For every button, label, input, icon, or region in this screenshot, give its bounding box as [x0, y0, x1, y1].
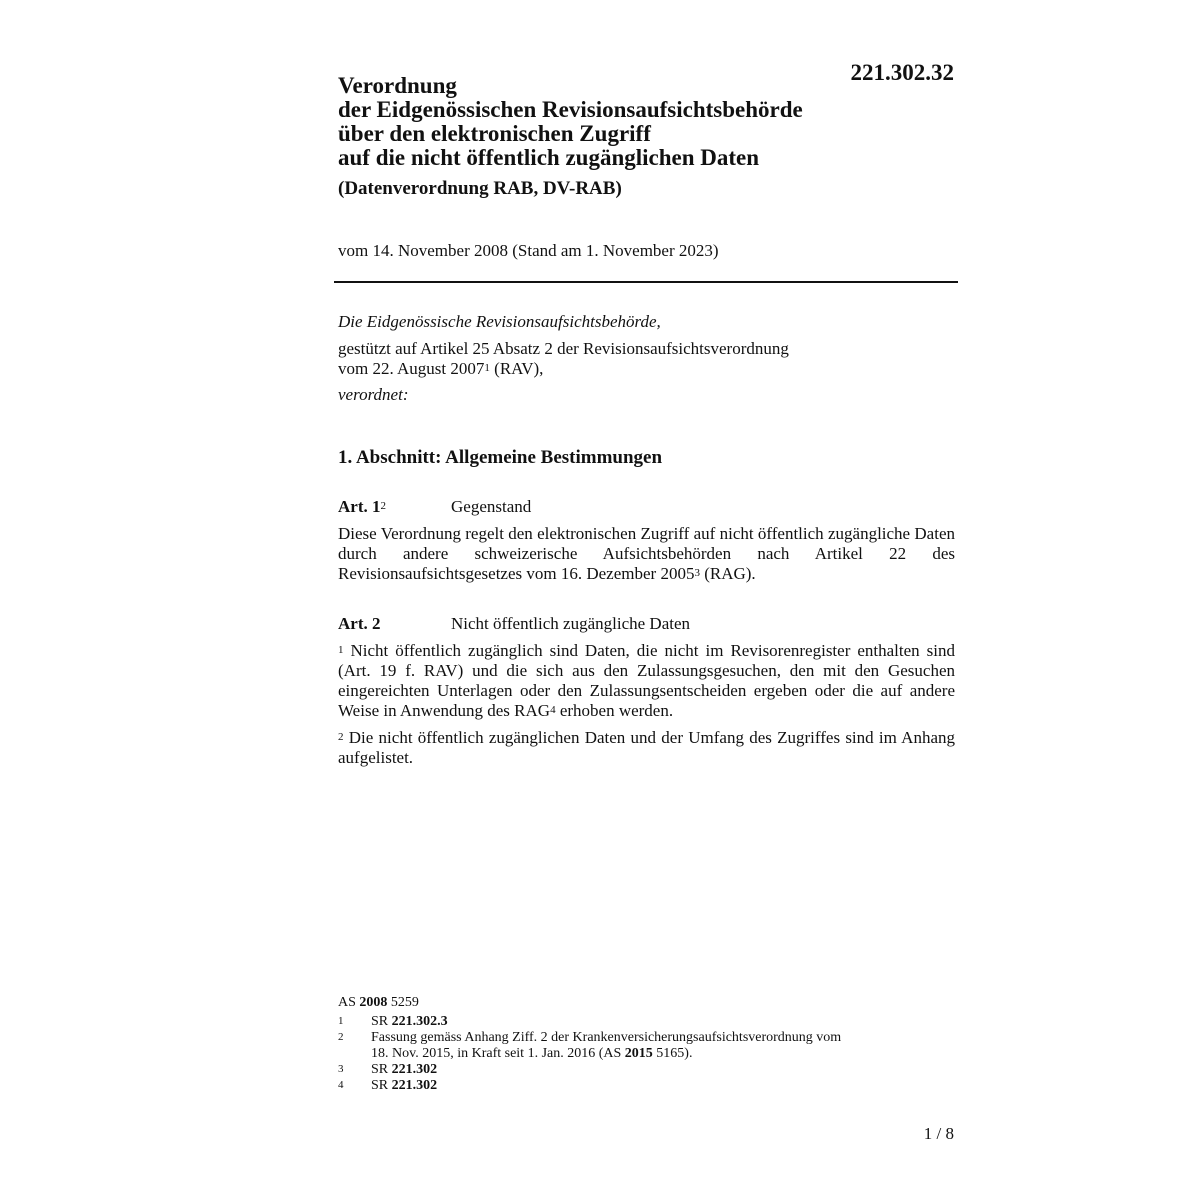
document-date: vom 14. November 2008 (Stand am 1. November 2023) [338, 241, 719, 260]
basis-text: vom 22. August 2007 [338, 359, 485, 378]
footnote-item [338, 1078, 938, 1094]
footnote-line-text: 18. Nov. 2015, in Kraft seit 1. Jan. 2016 (AS [371, 1046, 625, 1061]
footnote-ref-number[interactable]: 221.302 [391, 1062, 438, 1077]
paragraph-text: (RAG). [699, 564, 756, 583]
article-head [338, 614, 955, 634]
footnote-text [371, 1078, 938, 1094]
preamble-basis-line: gestützt auf Artikel 25 Absatz 2 der Revisionsaufsichtsverordnung [338, 339, 789, 358]
paragraph-text: erhoben werden. [555, 701, 674, 720]
as-prefix: AS [338, 995, 360, 1010]
footnote-ref-number[interactable]: 221.302.3 [391, 1014, 448, 1029]
footnote-number: 3 [338, 1063, 344, 1075]
preamble-authority: Die Eidgenössische Revisionsaufsichtsbehörde, [338, 312, 661, 331]
title-line: über den elektronischen Zugriff [338, 121, 651, 146]
article-number: Art. 2 [338, 614, 381, 633]
article-topic: Gegenstand [451, 497, 532, 516]
footnote-line: Fassung gemäss Anhang Ziff. 2 der Krankenversicherungsaufsichtsverordnung vom [371, 1030, 842, 1045]
footnote-text [371, 1030, 938, 1062]
section-heading: 1. Abschnitt: Allgemeine Bestimmungen [338, 447, 663, 468]
article-paragraph [338, 524, 955, 584]
footnote-number: 2 [338, 1031, 344, 1043]
footnote-as-year: 2015 [624, 1046, 653, 1061]
footnote-prefix: SR [371, 1078, 392, 1093]
footnote-ref-number[interactable]: 221.302 [391, 1078, 438, 1093]
as-page: 5259 [387, 995, 419, 1010]
footnote-ref[interactable]: 4 [550, 704, 556, 716]
article-topic: Nicht öffentlich zugängliche Daten [451, 614, 691, 633]
article-1 [338, 497, 955, 591]
page-number: 1 / 8 [923, 1124, 954, 1143]
document-title [338, 74, 958, 170]
document-subtitle: (Datenverordnung RAB, DV-RAB) [338, 178, 622, 199]
horizontal-rule [334, 281, 958, 283]
footnote-prefix: SR [371, 1062, 392, 1077]
preamble [338, 312, 958, 405]
footnote-item [338, 1014, 938, 1030]
title-line: Verordnung [338, 73, 457, 98]
paragraph-text: Diese Verordnung regelt den elektronischen Zugriff auf nicht öffentlich zugängliche Daten durch andere schweizerische Aufsichtsbehörden nach Artikel 22 des Revisionsaufsichtsgesetzes vom 16. Dezember 2005 [338, 524, 955, 583]
footnote-text [371, 1062, 938, 1078]
footnote-item [338, 1062, 938, 1078]
paragraph-text: Die nicht öffentlich zugänglichen Daten und der Umfang des Zugriffes sind im Anhang aufgelistet. [338, 728, 955, 767]
footnote-number: 1 [338, 1015, 344, 1027]
title-line: auf die nicht öffentlich zugänglichen Daten [338, 145, 760, 170]
article-2 [338, 614, 955, 775]
as-year: 2008 [359, 995, 388, 1010]
paragraph-number: 1 [338, 644, 344, 656]
article-head [338, 497, 955, 517]
article-label [338, 497, 451, 517]
footnote-line-text: 5165). [652, 1046, 693, 1061]
paragraph-text: Nicht öffentlich zugänglich sind Daten, die nicht im Revisorenregister enthalten sind (Art. 19 f. RAV) und die sich aus den Zulassungsgesuchen, den mit den Gesuchen eingereichten Unterlagen oder den Zulassungsentscheiden ergeben oder die auf andere Weise in Anwendung des RAG [338, 641, 955, 720]
preamble-decree: verordnet: [338, 385, 409, 404]
article-number: Art. 1 [338, 497, 381, 516]
footnotes [338, 995, 938, 1094]
footnote-ref[interactable]: 2 [380, 500, 386, 512]
footnote-item [338, 1030, 938, 1062]
footnote-line [371, 1046, 938, 1062]
footnote-prefix: SR [371, 1014, 392, 1029]
footnote-number: 4 [338, 1079, 344, 1091]
basis-text: (RAV), [489, 359, 544, 378]
title-line: der Eidgenössischen Revisionsaufsichtsbehörde [338, 97, 803, 122]
preamble-basis [338, 339, 958, 379]
preamble-basis-line [338, 359, 958, 379]
as-reference [338, 995, 938, 1011]
article-paragraph [338, 641, 955, 721]
sr-number: 221.302.32 [850, 60, 954, 85]
paragraph-number: 2 [338, 731, 344, 743]
footnote-text [371, 1014, 938, 1030]
footnote-ref[interactable]: 1 [484, 362, 490, 374]
footnote-ref[interactable]: 3 [694, 567, 700, 579]
article-paragraph [338, 728, 955, 768]
